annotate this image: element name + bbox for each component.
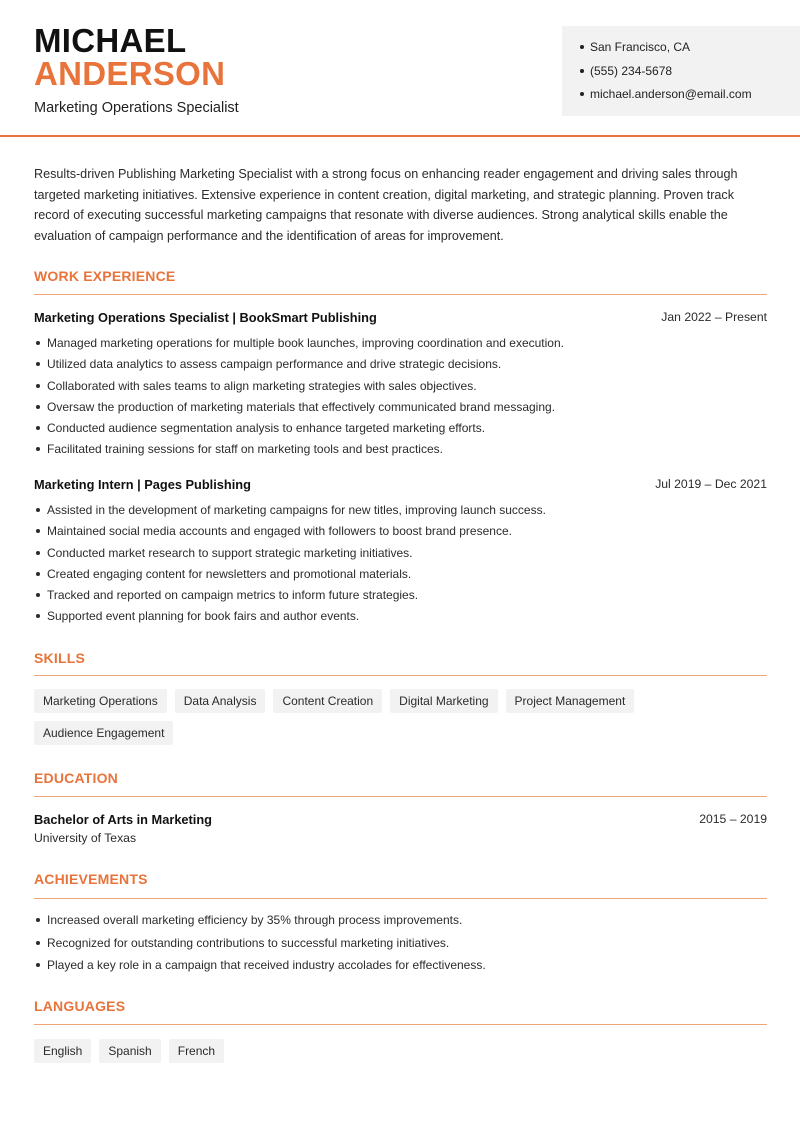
skills-heading: SKILLS <box>34 650 85 666</box>
list-item: Facilitated training sessions for staff on marketing tools and best practices. <box>34 441 767 462</box>
skill-tag: Digital Marketing <box>390 689 497 713</box>
job-title-company: Marketing Intern | Pages Publishing <box>34 477 251 492</box>
job-title: Marketing Operations Specialist <box>34 100 239 116</box>
list-item: Conducted audience segmentation analysis to enhance targeted marketing efforts. <box>34 420 767 441</box>
education-dates: 2015 – 2019 <box>699 812 767 826</box>
job-dates: Jan 2022 – Present <box>661 310 767 324</box>
education-degree: Bachelor of Arts in Marketing <box>34 812 213 827</box>
contact-email: michael.anderson@email.com <box>580 87 800 111</box>
list-item: Oversaw the production of marketing materials that effectively communicated brand messaging. <box>34 399 767 420</box>
language-tag: French <box>169 1039 224 1063</box>
resume-header <box>0 0 800 137</box>
languages-heading: LANGUAGES <box>34 998 126 1014</box>
job-title-company: Marketing Operations Specialist | BookSmart Publishing <box>34 310 377 325</box>
list-item: Assisted in the development of marketing campaigns for new titles, improving launch success. <box>34 502 767 523</box>
job-bullets <box>34 502 767 630</box>
list-item: Played a key role in a campaign that received industry accolades for effectiveness. <box>34 957 767 980</box>
achievement-bullets <box>34 912 767 980</box>
skills-tags <box>34 689 774 745</box>
list-item: Collaborated with sales teams to align marketing strategies with sales objectives. <box>34 378 767 399</box>
summary-paragraph: Results-driven Publishing Marketing Specialist with a strong focus on enhancing reader engagement and driving sales through targeted marketing initiatives. Extensive experience in content creation, digital marketing, and strategic planning. Proven track record of executing successful marketing campaigns that resonate with diverse audiences. Strong analytical skills enable the evaluation of campaign performance and the identification of areas for improvement. <box>34 167 738 243</box>
list-item: Maintained social media accounts and engaged with followers to boost brand presence. <box>34 523 767 544</box>
job-header <box>34 310 767 328</box>
section-divider <box>34 898 767 899</box>
achievements-heading: ACHIEVEMENTS <box>34 871 148 887</box>
list-item: Increased overall marketing efficiency by 35% through process improvements. <box>34 912 767 935</box>
skill-tag: Project Management <box>506 689 635 713</box>
list-item: Conducted market research to support strategic marketing initiatives. <box>34 545 767 566</box>
list-item: Utilized data analytics to assess campaign performance and drive strategic decisions. <box>34 356 767 377</box>
contact-phone: (555) 234-5678 <box>580 64 800 88</box>
contact-box <box>562 26 800 116</box>
language-tag: Spanish <box>99 1039 160 1063</box>
skill-tag: Content Creation <box>273 689 382 713</box>
education-heading: EDUCATION <box>34 770 118 786</box>
section-divider <box>34 796 767 797</box>
education-school: University of Texas <box>34 831 137 845</box>
list-item: Tracked and reported on campaign metrics to inform future strategies. <box>34 587 767 608</box>
job-header <box>34 477 767 495</box>
list-item: Supported event planning for book fairs and author events. <box>34 608 767 629</box>
list-item: Created engaging content for newsletters and promotional materials. <box>34 566 767 587</box>
skill-tag: Marketing Operations <box>34 689 167 713</box>
skill-tag: Data Analysis <box>175 689 266 713</box>
first-name: MICHAEL <box>34 22 187 59</box>
language-tag: English <box>34 1039 91 1063</box>
skill-tag: Audience Engagement <box>34 721 173 745</box>
job-bullets <box>34 335 767 463</box>
last-name: ANDERSON <box>34 55 226 92</box>
section-divider <box>34 675 767 676</box>
contact-location: San Francisco, CA <box>580 40 800 64</box>
list-item: Managed marketing operations for multiple book launches, improving coordination and execution. <box>34 335 767 356</box>
list-item: Recognized for outstanding contributions to successful marketing initiatives. <box>34 935 767 958</box>
language-tags <box>34 1039 774 1063</box>
job-dates: Jul 2019 – Dec 2021 <box>655 477 767 491</box>
section-divider <box>34 1024 767 1025</box>
work-experience-heading: WORK EXPERIENCE <box>34 268 176 284</box>
section-divider <box>34 294 767 295</box>
